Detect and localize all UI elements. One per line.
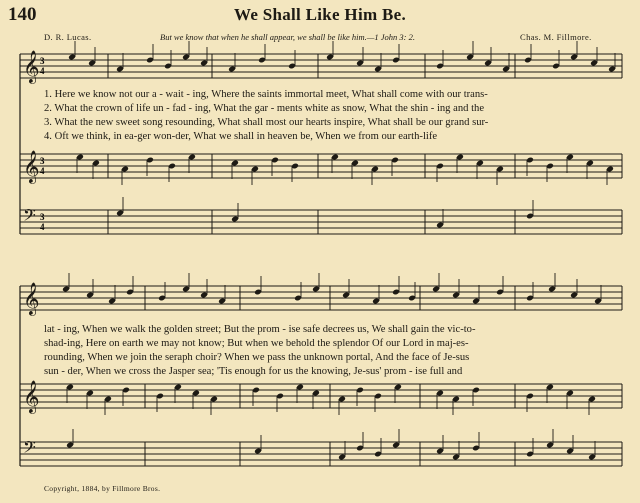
treble1-clef: 𝄞 — [23, 52, 40, 83]
treble2-clef: 𝄞 — [23, 152, 40, 183]
treble3-clef: 𝄞 — [23, 284, 40, 315]
verse-line-4: 4. Oft we think, in ea-ger won-der, What we shall in heaven be, When we from our earth-life — [44, 131, 438, 142]
copyright-notice: Copyright, 1884, by Fillmore Bros. — [44, 484, 161, 493]
time-sig-bottom-treble1: 4 — [40, 66, 45, 76]
time-sig-bottom-treble2: 4 — [40, 166, 45, 176]
verse-line-8: sun - der, When we cross the Jasper sea; 'Tis enough for us the knowing, Je-sus' prom - ise full and — [44, 366, 463, 377]
time-sig-top-bass: 3 — [40, 212, 45, 222]
scripture-reference: But we know that when he shall appear, we shall be like him.—1 John 3: 2. — [160, 32, 415, 42]
time-sig-bottom-bass: 4 — [40, 222, 45, 232]
verse-line-6: shad-ing, Here on earth we may not know; But when we behold the splendor Of our Lord in maj-es- — [44, 338, 469, 349]
verse-line-7: rounding, When we join the seraph choir? When we pass the unknown portal, And the face of Je-sus — [44, 352, 470, 363]
bass2-clef: 𝄢 — [23, 439, 36, 461]
hymn-number: 140 — [8, 4, 37, 25]
verse-line-3: 3. What the new sweet song resounding, What shall most our hearts inspire, What shall be our grand sur- — [44, 117, 489, 128]
verse-line-2: 2. What the crown of life un - fad - ing, What the gar - ments white as snow, What the shin - ing and the — [44, 103, 485, 114]
composer-credit: Chas. M. Fillmore. — [520, 32, 592, 42]
time-sig-top-treble1: 3 — [40, 56, 45, 66]
verse-line-1: 1. Here we know not our a - wait - ing, Where the saints immortal meet, What shall come with our trans- — [44, 89, 488, 100]
hymn-title: We Shall Like Him Be. — [233, 5, 407, 24]
bass1-clef: 𝄢 — [23, 207, 36, 229]
treble4-clef: 𝄞 — [23, 382, 40, 413]
verse-line-5: lat - ing, When we walk the golden street; But the prom - ise safe decrees us, We shall gain the vic-to- — [44, 324, 476, 335]
time-sig-top-treble2: 3 — [40, 156, 45, 166]
lyricist-credit: D. R. Lucas. — [44, 32, 92, 42]
